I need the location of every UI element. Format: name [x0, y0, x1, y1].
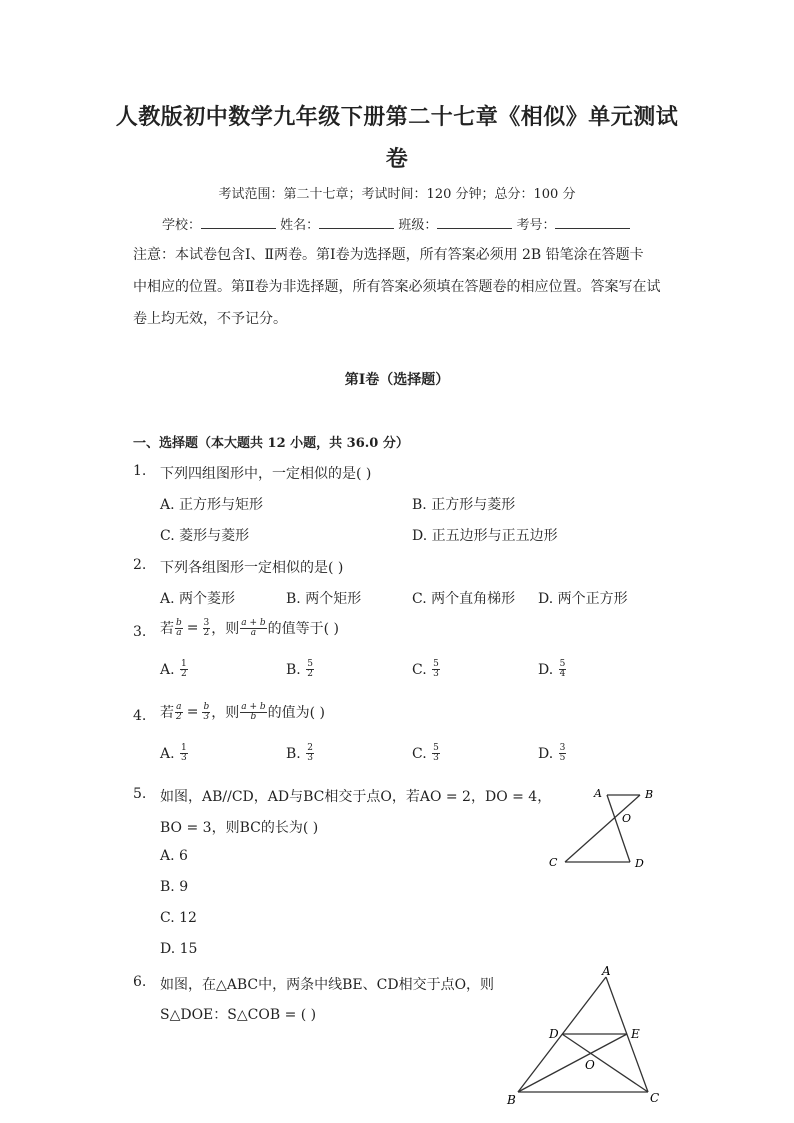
exam-info: 考试范围：第二十七章；考试时间：120 分钟；总分：100 分 — [218, 187, 576, 202]
q3-opt-d-label: D. — [538, 661, 554, 678]
question-4-option-b[interactable] — [286, 744, 315, 763]
question-4-stem — [160, 702, 325, 722]
q4-opt-b-den: 3 — [307, 753, 313, 763]
q4-expr-num: a + b — [241, 701, 266, 712]
document-title-line1: 人教版初中数学九年级下册第二十七章《相似》单元测试 — [115, 105, 679, 130]
q6-label-a: A — [602, 964, 611, 978]
q3-opt-a-den: 2 — [181, 669, 187, 679]
question-1-option-c[interactable]: C. 菱形与菱形 — [160, 528, 250, 544]
q3-stem-mid: ，则 — [211, 621, 240, 637]
question-1-option-a[interactable]: A. 正方形与矩形 — [160, 497, 264, 513]
class-blank[interactable] — [437, 214, 512, 229]
question-5-stem-line1: 如图，AB//CD，AD与BC相交于点O，若AO = 2，DO = 4， — [160, 789, 552, 805]
q4-opt-c-fraction — [432, 744, 440, 763]
name-blank[interactable] — [319, 214, 394, 229]
q6-segment-be — [518, 1034, 627, 1092]
q4-opt-a-num: 1 — [181, 743, 187, 753]
school-label: 学校： — [162, 218, 202, 233]
q4-opt-b-fraction — [306, 744, 314, 763]
question-4-option-a[interactable] — [160, 744, 189, 763]
q4-cond-lhs-den: 2 — [176, 711, 182, 722]
question-5-option-c[interactable]: C. 12 — [160, 910, 197, 926]
question-2-stem: 下列各组图形一定相似的是( ) — [160, 560, 344, 576]
q4-opt-d-fraction — [559, 744, 567, 763]
question-3-option-d[interactable] — [538, 660, 567, 679]
q5-label-b: B — [645, 788, 654, 801]
q4-opt-a-den: 3 — [181, 753, 187, 763]
question-3-option-b[interactable] — [286, 660, 315, 679]
q4-stem-pre: 若 — [160, 705, 174, 721]
question-2-option-a[interactable]: A. 两个菱形 — [160, 591, 236, 607]
q6-label-b: B — [507, 1093, 516, 1107]
question-1-option-d[interactable]: D. 正五边形与正五边形 — [412, 528, 558, 544]
q3-opt-a-fraction — [180, 660, 188, 679]
q3-cond-rhs-fraction — [203, 619, 211, 638]
q4-cond-rhs-fraction — [202, 703, 210, 722]
q4-opt-c-num: 5 — [433, 743, 439, 753]
q3-expr-fraction — [240, 619, 266, 638]
notice-line-1: 注意：本试卷包含Ⅰ、Ⅱ两卷。第Ⅰ卷为选择题，所有答案必须用 2B 铅笔涂在答题卡 — [133, 247, 644, 263]
number-label: 考号： — [516, 218, 556, 233]
q3-opt-a-num: 1 — [181, 659, 187, 669]
q3-expr-num: a + b — [241, 617, 266, 628]
q6-label-o: O — [585, 1058, 595, 1072]
q4-opt-a-label: A. — [160, 745, 175, 762]
q4-opt-b-label: B. — [286, 745, 301, 762]
q3-opt-b-den: 2 — [307, 669, 313, 679]
question-5-option-a[interactable]: A. 6 — [160, 848, 188, 864]
question-2-option-b[interactable]: B. 两个矩形 — [286, 591, 362, 607]
q5-label-a: A — [594, 787, 602, 800]
q4-stem-mid: ，则 — [211, 705, 240, 721]
document-title-line2: 卷 — [385, 147, 409, 172]
q3-opt-d-num: 5 — [559, 659, 566, 669]
question-4-option-d[interactable] — [538, 744, 567, 763]
part-heading: 一、选择题（本大题共 12 小题，共 36.0 分） — [133, 436, 409, 451]
question-5-option-d[interactable]: D. 15 — [160, 941, 198, 957]
q6-label-c: C — [650, 1091, 660, 1105]
q3-expr-den: a — [250, 627, 257, 638]
q3-opt-b-fraction — [306, 660, 314, 679]
q3-opt-b-label: B. — [286, 661, 301, 678]
notice-line-2: 中相应的位置。第Ⅱ卷为非选择题，所有答案必须填在答题卷的相应位置。答案写在试 — [133, 279, 661, 295]
q3-opt-c-den: 3 — [433, 669, 439, 679]
question-2-option-d[interactable]: D. 两个正方形 — [538, 591, 628, 607]
q4-opt-d-label: D. — [538, 745, 554, 762]
q3-cond-lhs-num: b — [176, 617, 182, 628]
q4-cond-lhs-num: a — [176, 701, 182, 712]
q5-label-o: O — [622, 812, 632, 825]
q5-segment-bc — [565, 795, 640, 862]
q3-opt-c-num: 5 — [433, 659, 439, 669]
notice-line-3: 卷上均无效，不予记分。 — [133, 311, 287, 327]
student-info-fields — [162, 214, 630, 233]
q3-equals: = — [186, 620, 199, 636]
q5-label-c: C — [549, 856, 558, 869]
q4-opt-c-label: C. — [412, 745, 427, 762]
q3-stem-pre: 若 — [160, 621, 174, 637]
question-3-stem — [160, 618, 339, 638]
q3-cond-lhs-den: a — [176, 627, 182, 638]
q4-opt-d-num: 3 — [559, 743, 566, 753]
name-label: 姓名： — [280, 218, 320, 233]
q3-opt-c-label: C. — [412, 661, 427, 678]
q4-opt-c-den: 3 — [433, 753, 439, 763]
q4-opt-d-den: 5 — [559, 753, 566, 763]
q4-opt-a-fraction — [180, 744, 188, 763]
class-label: 班级： — [398, 218, 438, 233]
q3-opt-a-label: A. — [160, 661, 175, 678]
question-4-number: 4. — [133, 708, 147, 724]
number-blank[interactable] — [555, 214, 630, 229]
q4-cond-rhs-num: b — [203, 701, 210, 712]
q6-segment-cd — [562, 1034, 648, 1092]
question-4-option-c[interactable] — [412, 744, 441, 763]
q4-cond-lhs-fraction — [175, 703, 183, 722]
q6-label-e: E — [631, 1027, 640, 1041]
question-5-figure — [540, 780, 680, 880]
question-5-number: 5. — [133, 786, 147, 802]
question-1-option-b[interactable]: B. 正方形与菱形 — [412, 497, 516, 513]
q4-expr-fraction — [240, 703, 266, 722]
q3-cond-lhs-fraction — [175, 619, 183, 638]
q4-opt-b-num: 2 — [307, 743, 313, 753]
question-2-number: 2. — [133, 557, 147, 573]
question-2-option-c[interactable]: C. 两个直角梯形 — [412, 591, 516, 607]
q4-equals: = — [186, 704, 199, 720]
q5-segment-ad — [607, 795, 630, 862]
question-3-option-a[interactable] — [160, 660, 189, 679]
q6-label-d: D — [549, 1027, 559, 1041]
question-6-stem-line2: S△DOE：S△COB = ( ) — [160, 1007, 317, 1023]
question-1-number: 1. — [133, 463, 147, 479]
q3-cond-rhs-num: 3 — [203, 617, 210, 628]
question-6-figure — [500, 962, 670, 1112]
question-5-option-b[interactable]: B. 9 — [160, 879, 189, 895]
q3-opt-c-fraction — [432, 660, 440, 679]
question-6-number: 6. — [133, 974, 147, 990]
q3-opt-d-den: 4 — [559, 669, 566, 679]
section-title: 第Ⅰ卷（选择题） — [344, 372, 450, 388]
question-6-stem-line1: 如图，在△ABC中，两条中线BE、CD相交于点O，则 — [160, 977, 495, 993]
q3-opt-d-fraction — [559, 660, 567, 679]
q3-opt-b-num: 5 — [307, 659, 313, 669]
q4-expr-den: b — [250, 711, 257, 722]
school-blank[interactable] — [201, 214, 276, 229]
question-3-number: 3. — [133, 624, 147, 640]
q4-stem-post: 的值为( ) — [267, 705, 325, 721]
question-5-stem-line2: BO = 3，则BC的长为( ) — [160, 820, 319, 836]
question-3-option-c[interactable] — [412, 660, 441, 679]
q5-label-d: D — [635, 857, 644, 870]
q3-stem-post: 的值等于( ) — [267, 621, 339, 637]
question-1-stem: 下列四组图形中，一定相似的是( ) — [160, 466, 372, 482]
q3-cond-rhs-den: 2 — [203, 627, 210, 638]
q4-cond-rhs-den: 3 — [203, 711, 210, 722]
